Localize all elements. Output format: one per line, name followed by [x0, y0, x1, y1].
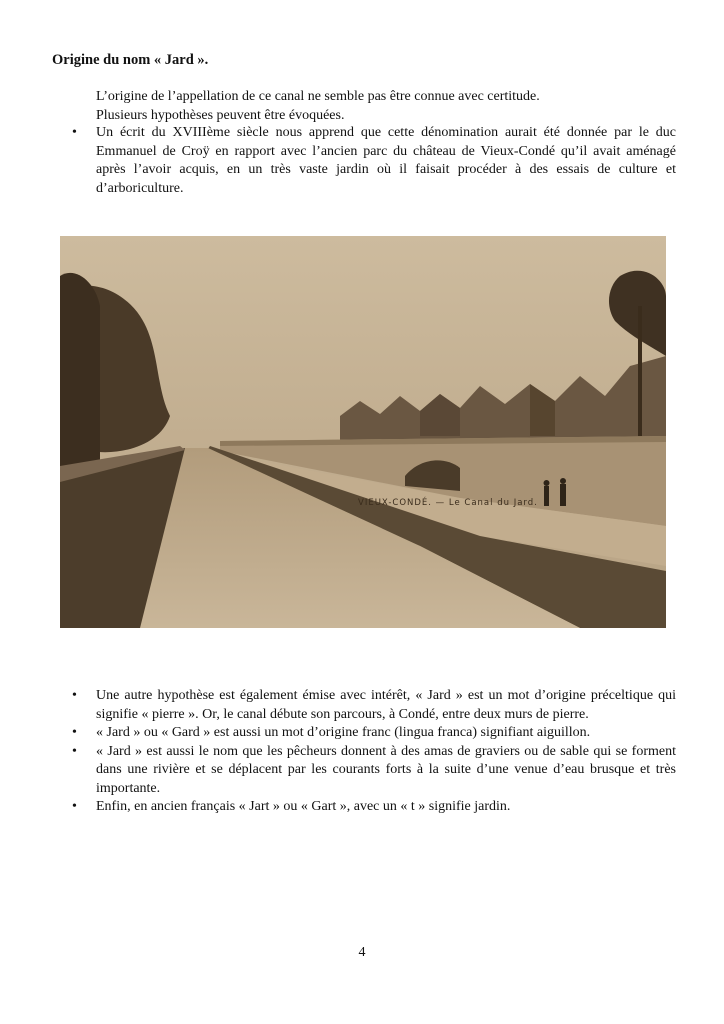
list-item [0, 798, 676, 817]
list-item [0, 743, 676, 799]
list-item [0, 724, 676, 743]
list-item-text: Un écrit du XVIIIème siècle nous apprend que cette dénomination aurait été donnée par le duc Emmanuel de Croÿ en rapport avec l’ancien parc du château de Vieux-Condé qu’il avait aménagé après l’avoir acquis, en un très vaste jardin où il faisait procéder à des essais de culture et d’arboriculture. [96, 125, 676, 196]
list-item-text: « Jard » est aussi le nom que les pêcheurs donnent à des amas de graviers ou de sable qui se forment dans une rivière et se déplacent par les courants forts à la suite d’une venue d’eau brusque et très importante. [96, 743, 676, 796]
bullet-icon: • [72, 688, 77, 703]
list-item [0, 687, 676, 724]
intro-line-1: L’origine de l’appellation de ce canal ne semble pas être connue avec certitude. [96, 89, 540, 104]
section-heading: Origine du nom « Jard ». [52, 52, 209, 68]
photo-caption: VIEUX-CONDÉ. — Le Canal du Jard. [358, 498, 538, 508]
list-item [0, 124, 676, 198]
postcard-photo [60, 236, 666, 628]
bullet-icon: • [72, 125, 77, 140]
bullet-icon: • [72, 743, 77, 759]
bullet-icon: • [72, 799, 77, 814]
intro-paragraph [96, 88, 676, 125]
intro-line-2: Plusieurs hypothèses peuvent être évoquées. [96, 107, 345, 123]
list-item-text: « Jard » ou « Gard » est aussi un mot d’origine franc (lingua franca) signifiant aiguillon. [96, 725, 591, 740]
bullet-list-top [0, 124, 724, 198]
bullet-list-bottom [0, 687, 724, 817]
list-item-text: Une autre hypothèse est également émise avec intérêt, « Jard » est un mot d’origine préceltique qui signifie « pierre ». Or, le canal débute son parcours, à Condé, entre deux murs de pierre. [96, 688, 676, 722]
page-number: 4 [358, 945, 366, 960]
list-item-text: Enfin, en ancien français « Jart » ou « Gart », avec un « t » signifie jardin. [96, 799, 511, 814]
bullet-icon: • [72, 725, 77, 740]
